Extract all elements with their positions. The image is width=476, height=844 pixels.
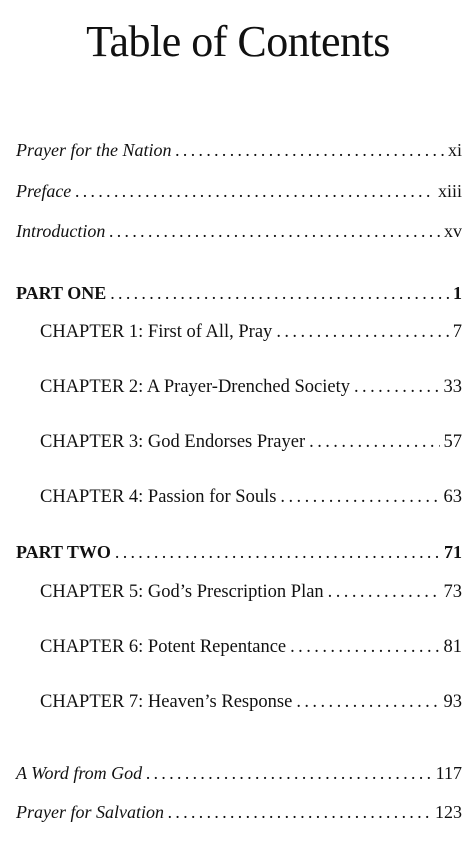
- toc-entry-label: CHAPTER 5: God’s Prescription Plan: [40, 582, 324, 602]
- toc-entry-part-one[interactable]: [16, 283, 462, 304]
- dot-leader: [296, 692, 439, 713]
- toc-entry-label: CHAPTER 6: Potent Repentance: [40, 637, 287, 657]
- toc-entry-page: 57: [443, 432, 462, 452]
- toc-entry-page: 73: [443, 582, 462, 602]
- toc-entry-word-from-god[interactable]: [16, 763, 462, 784]
- dot-leader: [328, 582, 440, 603]
- toc-entry-chapter-6[interactable]: [40, 637, 462, 658]
- toc-entry-page: 81: [443, 637, 462, 657]
- toc-entry-label: CHAPTER 4: Passion for Souls: [40, 487, 277, 507]
- toc-entry-prayer-for-nation[interactable]: [16, 140, 462, 161]
- toc-entry-introduction[interactable]: [16, 221, 462, 242]
- toc-entry-label: PART ONE: [16, 283, 107, 303]
- dot-leader: [176, 140, 444, 161]
- toc-entry-label: Prayer for Salvation: [16, 802, 164, 822]
- toc-entry-prayer-for-salvation[interactable]: [16, 802, 462, 823]
- toc-entry-chapter-7[interactable]: [40, 692, 462, 713]
- dot-leader: [75, 181, 434, 202]
- toc-entry-chapter-3[interactable]: [40, 432, 462, 453]
- toc-entry-label: CHAPTER 1: First of All, Pray: [40, 322, 273, 342]
- toc-entry-chapter-5[interactable]: [40, 582, 462, 603]
- dot-leader: [115, 542, 440, 563]
- dot-leader: [110, 283, 449, 304]
- toc-entry-page: xv: [444, 221, 462, 241]
- toc-entry-label: Prayer for the Nation: [16, 140, 172, 160]
- dot-leader: [280, 487, 439, 508]
- toc-entry-label: CHAPTER 3: God Endorses Prayer: [40, 432, 306, 452]
- toc-entry-page: 117: [435, 763, 462, 783]
- toc-entry-label: Introduction: [16, 221, 106, 241]
- toc-entry-label: A Word from God: [16, 763, 143, 783]
- toc-entry-page: xi: [447, 140, 462, 160]
- dot-leader: [109, 221, 440, 242]
- toc-entry-label: PART TWO: [16, 542, 111, 562]
- toc-entry-page: xiii: [437, 181, 462, 201]
- toc-entry-page: 33: [443, 377, 462, 397]
- toc-entry-label: CHAPTER 2: A Prayer-Drenched Society: [40, 377, 350, 397]
- toc-entry-page: 7: [452, 322, 462, 342]
- toc-entry-page: 71: [444, 542, 462, 562]
- dot-leader: [276, 322, 448, 343]
- dot-leader: [146, 763, 431, 784]
- toc-entry-page: 93: [443, 692, 462, 712]
- toc-entry-chapter-4[interactable]: [40, 487, 462, 508]
- dot-leader: [354, 377, 440, 398]
- dot-leader: [168, 802, 431, 823]
- dot-leader: [290, 637, 439, 658]
- dot-leader: [309, 432, 439, 453]
- toc-entry-page: 123: [435, 802, 462, 822]
- toc-entry-part-two[interactable]: [16, 542, 462, 563]
- toc-entry-preface[interactable]: [16, 181, 462, 202]
- toc-entry-page: 63: [443, 487, 462, 507]
- toc-entry-chapter-2[interactable]: [40, 377, 462, 398]
- toc-entry-chapter-1[interactable]: [40, 322, 462, 343]
- page-title: Table of Contents: [86, 17, 390, 66]
- toc-entry-page: 1: [453, 283, 462, 303]
- toc-entry-label: CHAPTER 7: Heaven’s Response: [40, 692, 293, 712]
- toc-entry-label: Preface: [16, 181, 72, 201]
